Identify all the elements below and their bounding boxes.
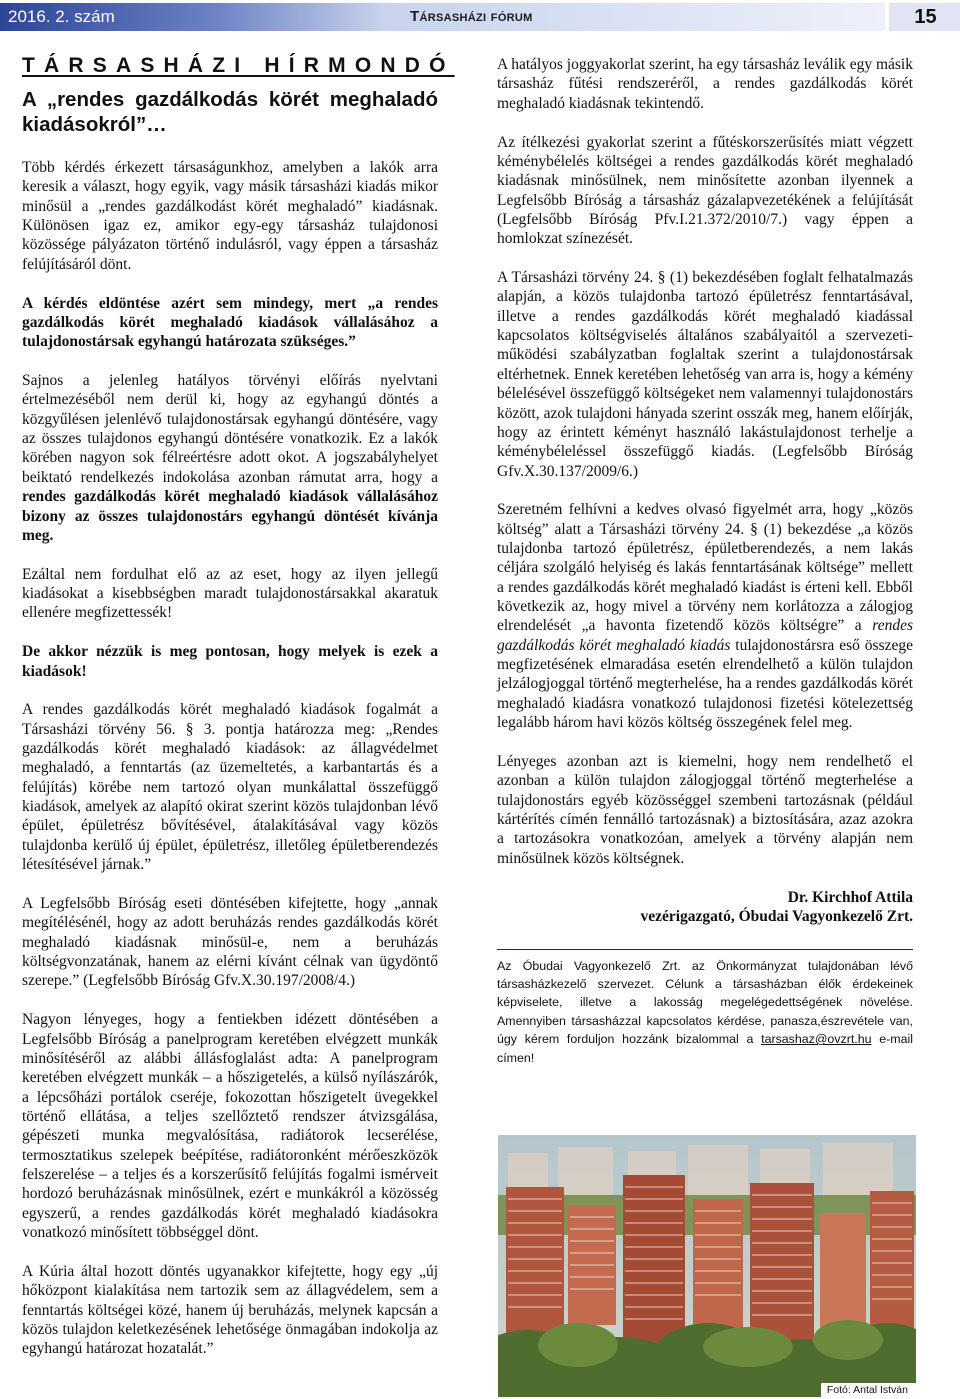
paragraph-bold: A kérdés eldöntése azért sem mindegy, mert „a rendes gazdálkodás körét meghaladó kiadások vállalásához a tulajdonostársak egyhangú határozata szükséges.” (22, 294, 438, 351)
text-run-italic: rendes gazdálkodás körét meghaladó kiadás (497, 617, 913, 654)
text-run-bold: rendes gazdálkodás körét meghaladó kiadások vállalásához bizony az összes tulajdonostárs egyhangú döntését kívánja meg. (22, 488, 438, 544)
left-column (22, 54, 455, 1378)
paragraph: Nagyon lényeges, hogy a fentiekben idézett döntésében a Legfelsőbb Bíróság a panelprogram keretében elvégzett munkák minősítéséről az alábbi állásfoglalást adta: A panelprogram keretében elvégzett munkák – a hőszigetelés, a külső nyílászárók, a lépcsőházi portálok cseréje, fokozottan hőszigetelt üvegekkel történő ellátása, a teljes szellőztető rendszer átvizsgálása, gépészeti munka megvalósítása, radiátorok lecserélése, termosztatikus szelepek beépítése, radiátoronként mérőeszközök felszerelése – a teljes és a korszerűsítő felújítás fogalmi ismérveit hordozó beruházásnak minősülnek, ezért e munkákról a közösség egyszerű, a rendes gazdálkodás körét meghaladó kiadásokra vonatkozó minősített többséggel dönt. (22, 1011, 438, 1241)
info-divider (497, 949, 913, 950)
paragraph: A Társasházi törvény 24. § (1) bekezdésében foglalt felhatalmazás alapján, a közös tulajdonba tartozó épületrész fenntartásával, illetve a rendes gazdálkodás körét meghaladó kiadással kapcsolatos költségviselés általános szabályaitól a szervezeti-működési szabályzatban foglaltak szerint a tulajdonostársak eltérhetnek. Ennek keretében lehetőség van arra is, hogy a kémény bélelésével összefüggő költségeket nem valamennyi tulajdonostárs között, azok tulajdoni hányada szerint osszák meg, hanem előírják, hogy az érintett kéményt használó lakástulajdonost terhelje a kéménybéleléssel összefüggő kiadás. (Legfelsőbb Bíróság Gfv.X.30.137/2009/6.) (497, 269, 913, 480)
page-header (0, 0, 960, 34)
paragraph: Lényeges azonban azt is kiemelni, hogy nem rendelhető el azonban a külön tulajdon zálogjoggal történő megterhelése a tulajdonostárs egyéb közösséggel szembeni tartozásnak (például kártérítés címén fennálló tartozásnak) a biztosítására, azaz azokra a tartozásokra vonatkozóan, amelyek a törvény alapján nem minősülnek közös költségnek. (497, 753, 913, 867)
text-run: tulajdonostársra eső összege megfizetésének elmaradása esetén elrendelhető a külön tulajdon jelzálogjoggal történő megterhelése, ha a rendes gazdálkodás körét meghaladó kiadásra vonatkozó tulajdonosi fizetési kötelezettség legalább három havi közös költség összegének felel meg. (497, 636, 913, 732)
author-signature (497, 888, 913, 927)
info-text: Az Óbudai Vagyonkezelő Zrt. az Önkormányzat tulajdonában lévő társasházkezelő szervezet. Célunk a társasházban élők érdekeinek képviselete, illetve a lakosság megelégedettségének növelése. Amennyiben társasházzal kapcsolatos kérdése, panasza,észrevétele van, úgy kérem forduljon hozzánk bizalommal a (497, 958, 913, 1047)
text-run: Sajnos a jelenleg hatályos törvényi előírás nyelvtani értelmezéséből nem derül ki, hogy az egyhangú döntés a közgyűlésen jelenlévő tulajdonostársak egyhangú döntésére, vagy az összes tulajdonos egyhangú döntésére vonatkozik. Ez a lakók körében nagyon sok félreértésre adott okot. A jogszabályhelyet beiktató rendelkezés indokolása azonban rámutat arra, hogy a (22, 372, 438, 486)
author-title: vezérigazgató, Óbudai Vagyonkezelő Zrt. (640, 908, 913, 926)
paragraph: A hatályos joggyakorlat szerint, ha egy társasház leválik egy másik társasház fűtési rendszeréről, a rendes gazdálkodás körét meghaladó kiadásnak tekintendő. (497, 56, 913, 112)
section-title: TÁRSASHÁZI HÍRMONDÓ (22, 54, 455, 77)
author-name: Dr. Kirchhof Attila (787, 888, 913, 906)
right-column (497, 55, 913, 1067)
paragraph: Ezáltal nem fordulhat elő az az eset, hogy az ilyen jellegű kiadásokat a kisebbségben maradt tulajdonostársakkal akaratuk ellenére megfizettessék! (22, 565, 438, 622)
paragraph (497, 500, 913, 732)
paragraph: Több kérdés érkezett társaságunkhoz, amelyben a lakók arra keresik a választ, hogy egyik, vagy másik társasházi kiadás mikor minősül a „rendes gazdálkodást körét meghaladó” kiadásnak. Különösen igaz ez, amikor egy-egy társasház tulajdonosi közössége pályázaton történő indulásról, vagy éppen a társasház felújításáról dönt. (22, 159, 438, 273)
photo-illustration (498, 1135, 916, 1397)
housing-estate-photo (498, 1135, 916, 1397)
paragraph-bold: De akkor nézzük is meg pontosan, hogy melyek is ezek a kiadások! (22, 643, 438, 680)
email-link[interactable]: tarsashaz@ovzrt.hu (761, 1032, 872, 1047)
info-box (497, 957, 913, 1067)
paragraph: A Legfelsőbb Bíróság eseti döntésében kifejtette, hogy „annak megítélésénél, hogy az adott beruházás rendes gazdálkodás körét meghaladó kiadásnak minősül-e, nem a beruházás költségvonzatának, hanem az elérni kívánt célnak van ügydöntő szerepe.” (Legfelsőbb Bíróság Gfv.X.30.197/2008/4.) (22, 895, 438, 990)
issue-label: 2016. 2. szám (0, 3, 385, 31)
paragraph: A Kúria által hozott döntés ugyanakkor kifejtette, hogy egy „új hőközpont kialakítása nem tartozik sem az állagvédelem, sem a fenntartás költségei közé, hanem új beruházás, melynek kapcsán a közös tulajdon keletkezésének lehetősége önmagában indokolja az egyhangú határozat hozatalát.” (22, 1262, 438, 1358)
page-number: 15 (887, 3, 960, 31)
magazine-title: Társasházi fórum (385, 3, 885, 31)
photo-credit: Fotó: Antal István (821, 1383, 916, 1397)
paragraph (22, 371, 438, 545)
text-run: Szeretném felhívni a kedves olvasó figyelmét arra, hogy „közös költség” alatt a Társasházi törvény 24. § (1) bekezdése „a közös tulajdonba tartozó épületrész, épületberendezés, a nem lakás céljára szolgáló helyiség és lakás fenntartásának költsége” mellett a rendes gazdálkodás körét meghaladó kiadást is érteni kell. Ebből következik az, hogy mivel a törvény nem korlátozza a zálogjog elrendelését „a havonta fizetendő közös költségre” a (497, 501, 913, 635)
paragraph: A rendes gazdálkodás körét meghaladó kiadások fogalmát a Társasházi törvény 56. § 3. pontja határozza meg: „Rendes gazdálkodás körét meghaladó kiadások: az állagvédelmet meghaladó, a fenntartás (az üzemeltetés, a karbantartás és a felújítás) körébe nem tartozó olyan munkálattal összefüggő kiadások, amelyek az alapító okirat szerint közös tulajdonban lévő épület, épületrész bővítésével, átalakításával vagy közös tulajdonba kerülő új épület, épületrész, illetőleg épületberendezés létesítésével járnak.” (22, 701, 438, 874)
paragraph: Az ítélkezési gyakorlat szerint a fűtéskorszerűsítés miatt végzett kéménybélelés költségei a rendes gazdálkodás körét meghaladó kiadásnak minősülnek, nem minősítette azonban ilyennek a Legfelsőbb Bíróság a társasház gázalapvezetékének a felújítását (Legfelsőbb Bíróság Pfv.I.21.372/2010/7.) vagy éppen a homlokzat színezését. (497, 133, 913, 248)
info-text-end: e-mail címen! (497, 1032, 913, 1065)
article-title: A „rendes gazdálkodás körét meghaladó kiadásokról”… (22, 88, 438, 136)
